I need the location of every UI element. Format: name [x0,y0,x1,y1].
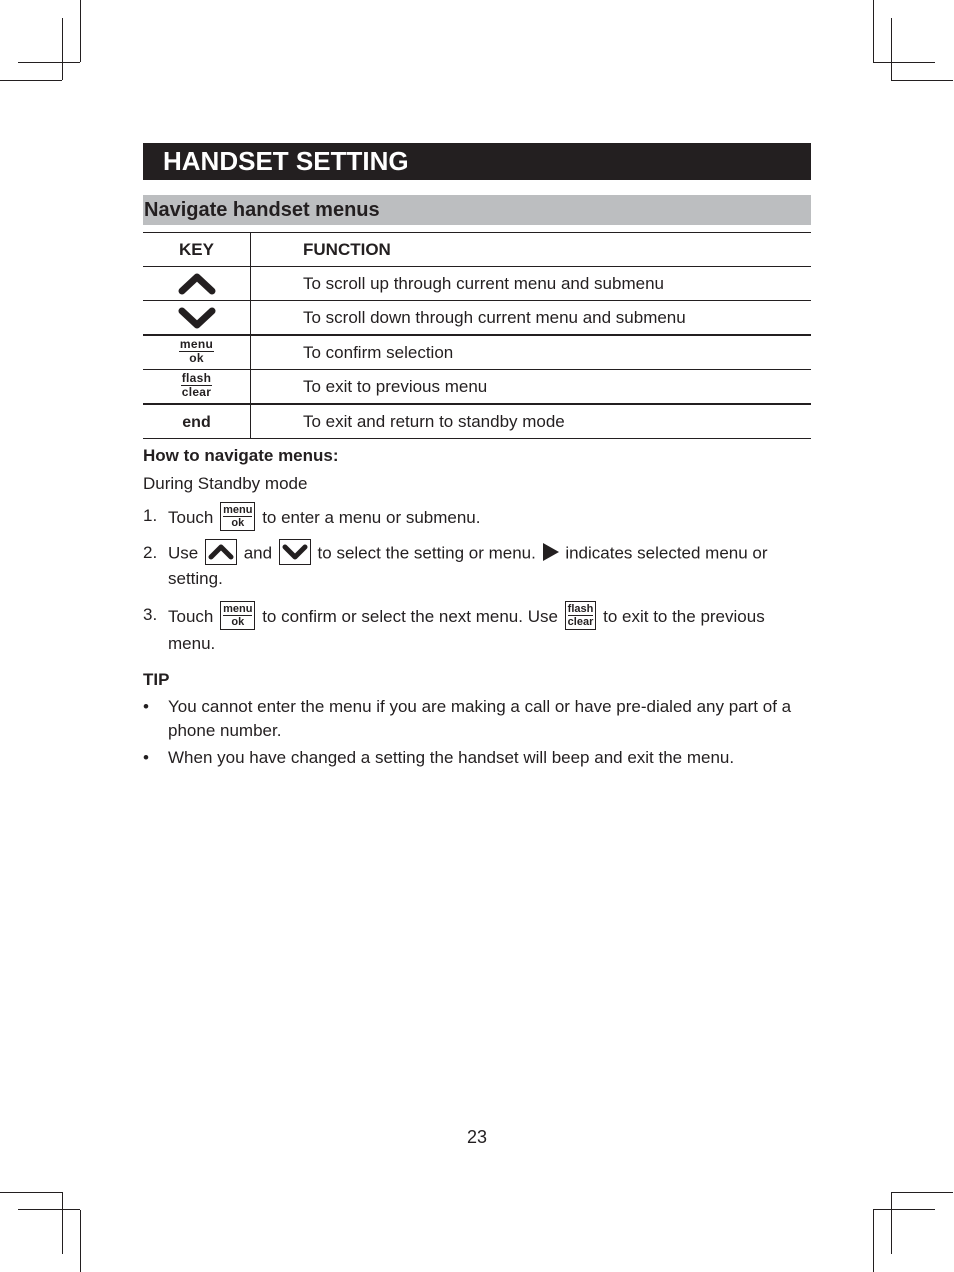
selection-arrow-icon [543,543,559,561]
step-2: 2. Use and to select the setting or menu. indicates selected menu or setting. [143,541,811,591]
table-row [143,301,811,336]
key-function-table [143,232,811,439]
table-row [143,267,811,301]
menu-ok-key-icon: menu ok [220,601,255,630]
function-text: To scroll down through current menu and submenu [303,307,686,327]
section-title: Navigate handset menus [143,195,811,225]
function-text: To confirm selection [303,342,454,362]
table-row [143,404,811,439]
tip-item: • You cannot enter the menu if you are making a call or have pre-dialed any part of a phone number. [143,697,792,740]
flash-clear-key-icon: flash clear [143,370,251,405]
table-header-row [143,233,811,267]
chevron-down-icon [143,301,251,336]
menu-ok-key-icon: menu ok [143,335,251,370]
function-text: To exit and return to standby mode [303,411,565,431]
page-number: 23 [466,1127,488,1147]
how-to-intro: During Standby mode [143,474,308,493]
page-title: HANDSET SETTING [143,143,811,180]
chevron-down-icon [279,539,311,565]
tip-heading: TIP [143,670,170,689]
chevron-up-icon [205,539,237,565]
function-text: To scroll up through current menu and submenu [303,273,664,293]
instructions [143,444,811,770]
table-row [143,370,811,405]
page-content [143,143,811,770]
chevron-up-icon [143,267,251,301]
column-header-key: KEY [143,233,251,267]
column-header-function: FUNCTION [303,239,391,259]
how-to-heading: How to navigate menus: [143,446,339,465]
function-text: To exit to previous menu [303,376,488,396]
table-row [143,335,811,370]
menu-ok-key-icon: menu ok [220,502,255,531]
step-1: 1. Touch menu ok to enter a menu or submenu. [143,504,481,529]
end-key-icon: end [143,404,251,439]
flash-clear-key-icon: flash clear [565,601,597,630]
step-3: 3. Touch menu ok to confirm or select the next menu. Use flash clear to exit to the previous menu. [143,603,765,653]
tip-item: • When you have changed a setting the handset will beep and exit the menu. [143,748,735,767]
